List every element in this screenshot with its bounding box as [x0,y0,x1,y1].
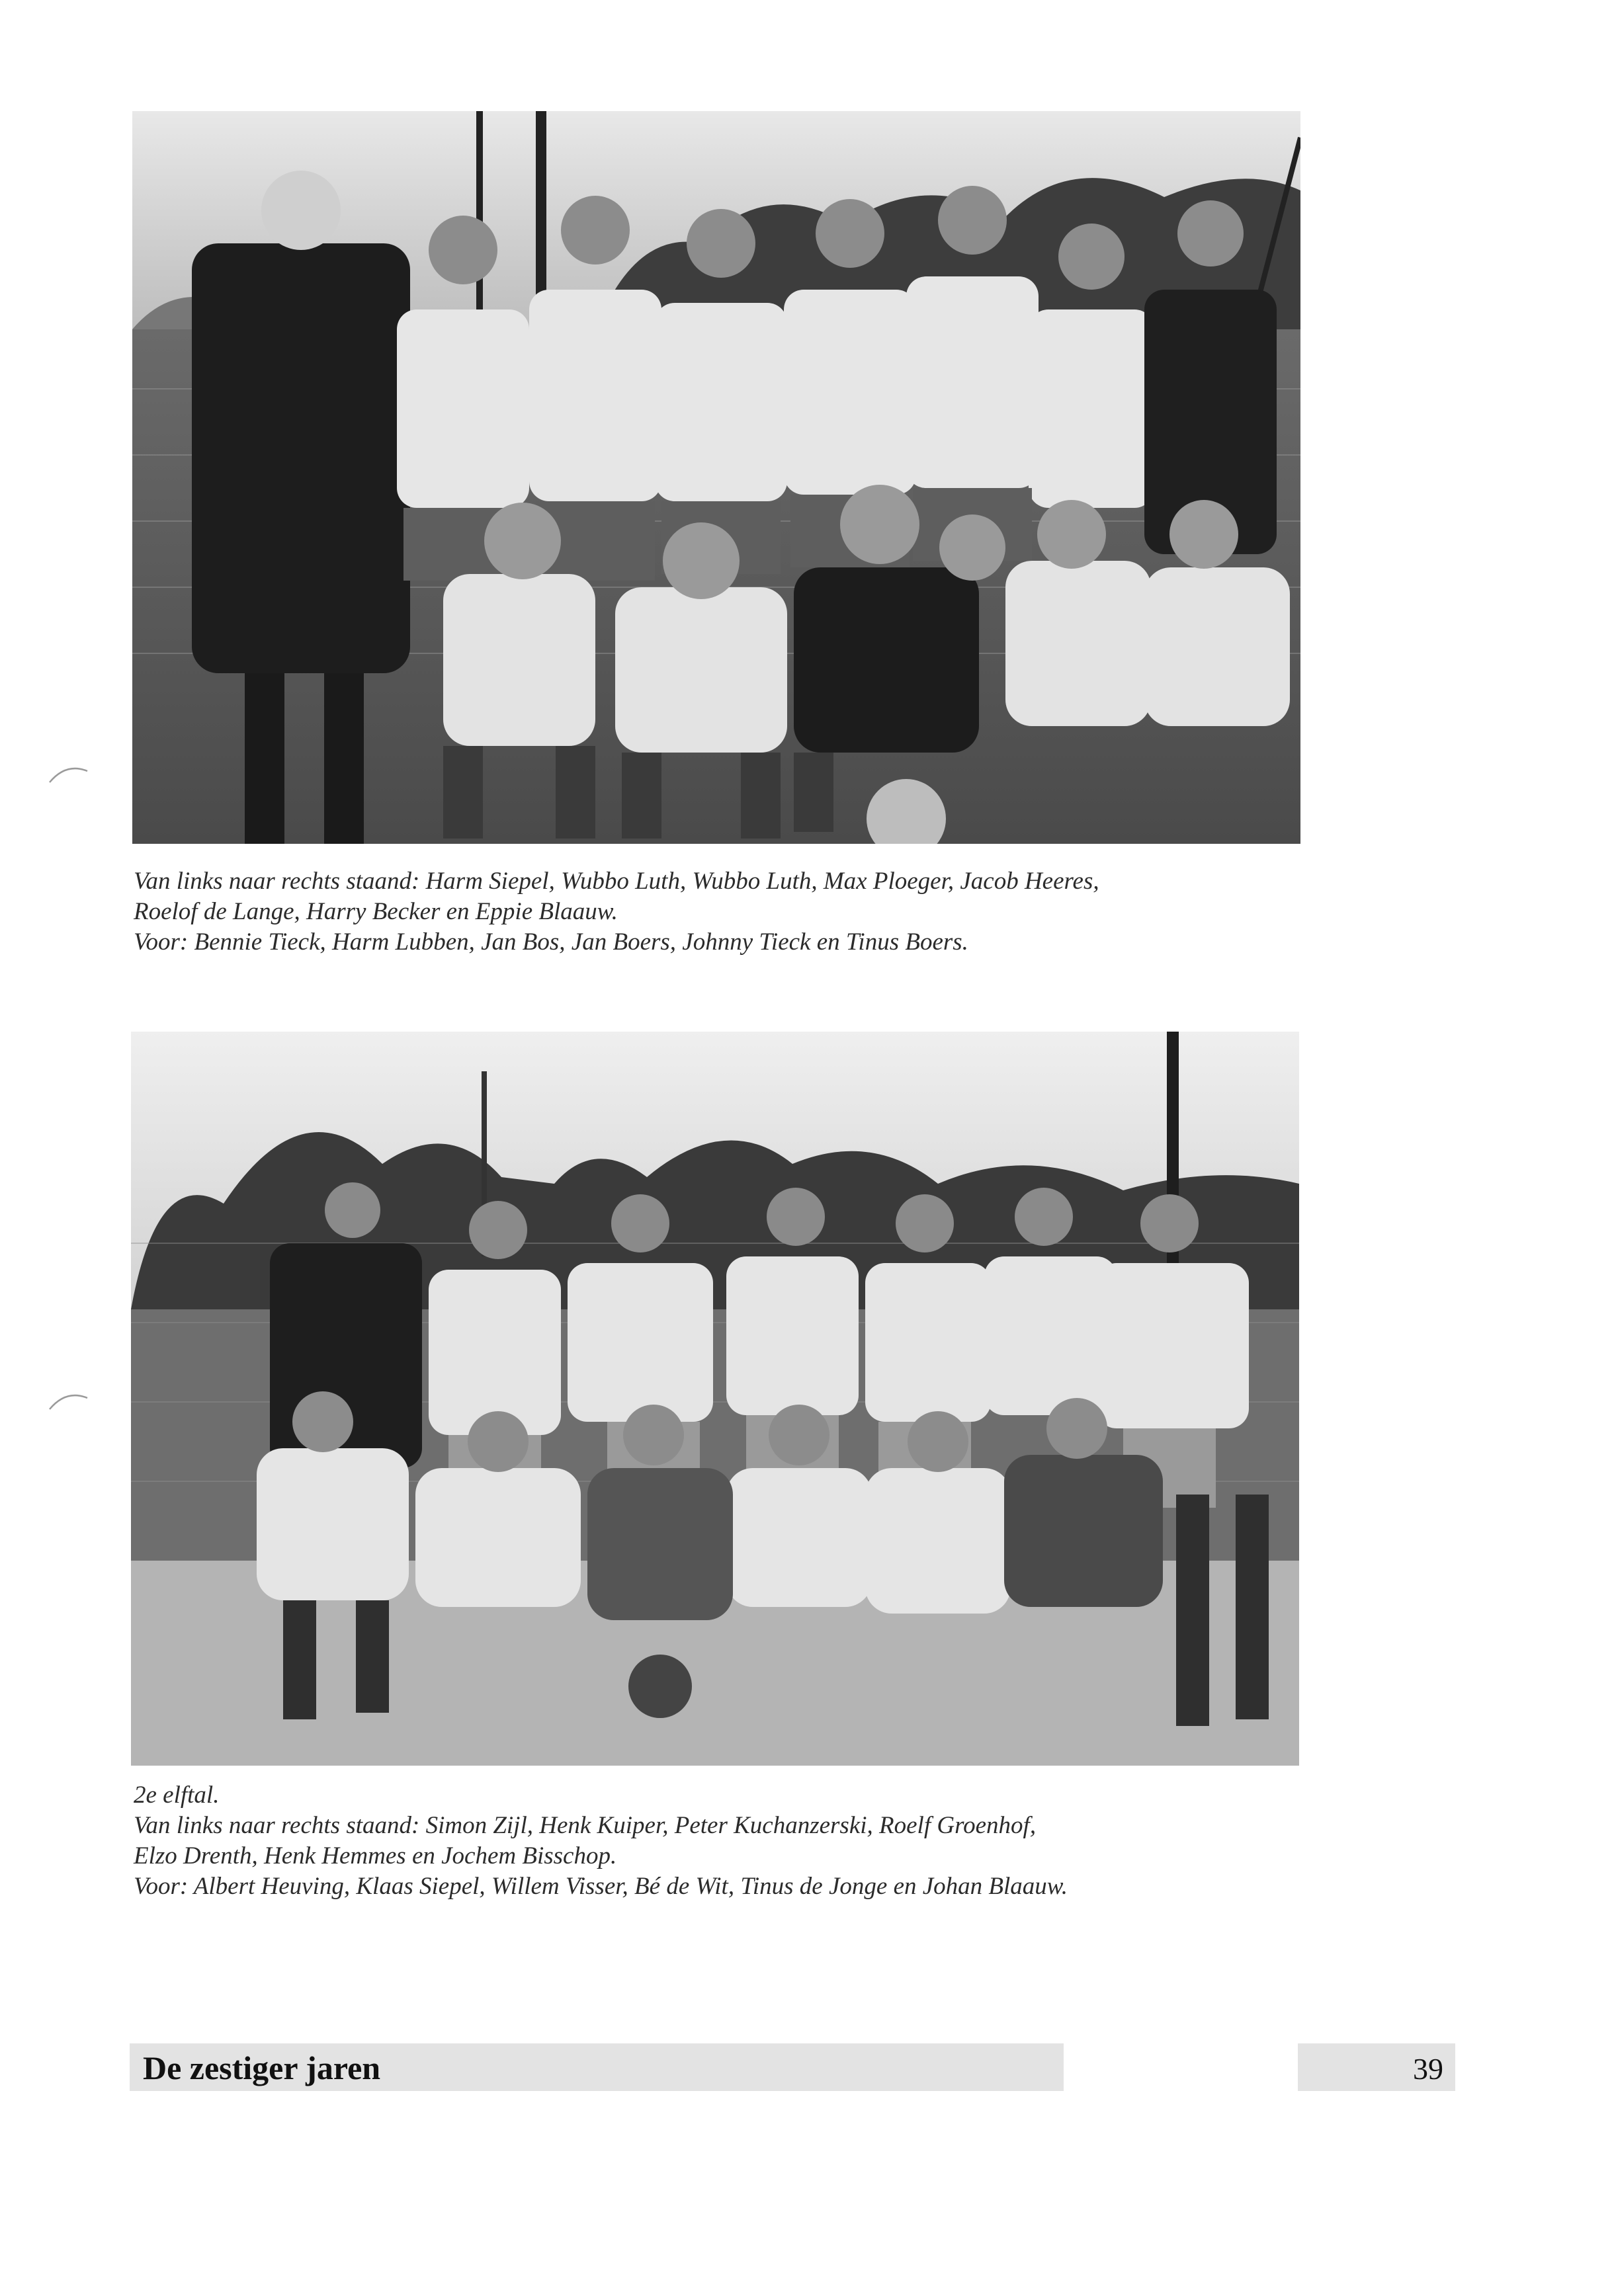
page-number: 39 [1413,2052,1443,2086]
team-photo-second [131,1032,1299,1766]
chapter-title: De zestiger jaren [143,2049,381,2086]
caption-line: Voor: Albert Heuving, Klaas Siepel, Willem Visser, Bé de Wit, Tinus de Jonge en Johan Blaauw. [134,1873,1068,1900]
caption-line: Voor: Bennie Tieck, Harm Lubben, Jan Bos, Jan Boers, Johnny Tieck en Tinus Boers. [134,928,968,956]
photo-caption-first [134,866,1298,958]
caption-line: Van links naar rechts staand: Simon Zijl, Henk Kuiper, Peter Kuchanzerski, Roelf Groenhof, [134,1812,1037,1839]
punch-hole-mark-bottom [46,1386,93,1413]
punch-hole-mark-top [46,759,93,786]
caption-line: Van links naar rechts staand: Harm Siepel, Wubbo Luth, Wubbo Luth, Max Ploeger, Jacob Heeres, [134,868,1099,895]
team-photo-first [132,111,1300,844]
caption-line: Elzo Drenth, Henk Hemmes en Jochem Bisschop. [134,1842,617,1869]
caption-line: Roelof de Lange, Harry Becker en Eppie Blaauw. [134,898,618,925]
footer-title-bar [130,2043,1064,2091]
photo-caption-second [134,1780,1298,1902]
caption-line: 2e elftal. [134,1782,220,1809]
footer-page-bar [1298,2043,1455,2091]
